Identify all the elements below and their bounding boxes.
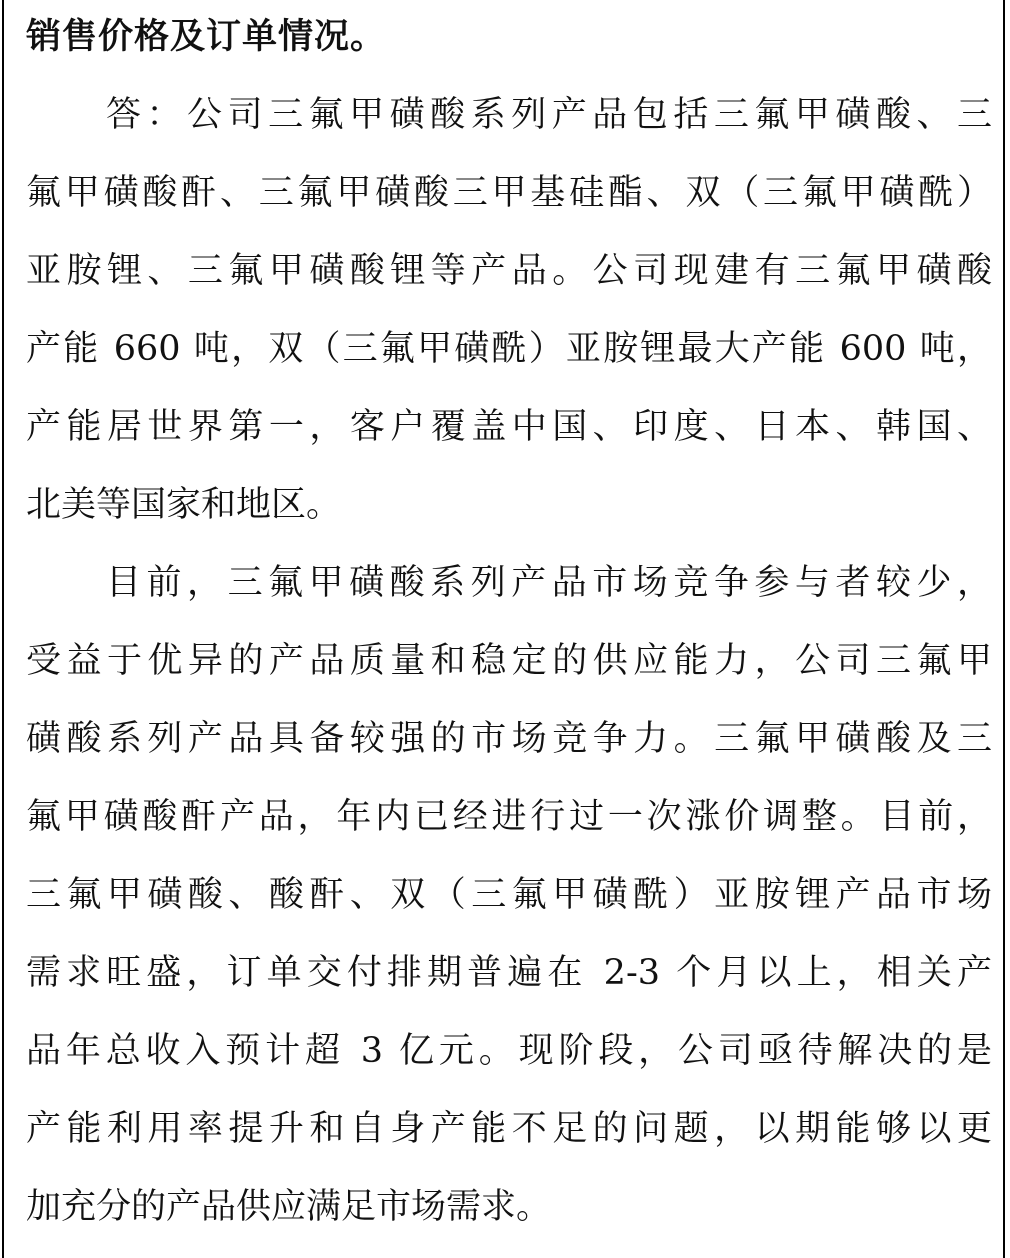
text-line: 磺酸系列产品具备较强的市场竞争力。三氟甲磺酸及三 <box>26 719 992 759</box>
text-line: 产能 660 吨，双（三氟甲磺酰）亚胺锂最大产能 600 吨， <box>26 329 992 369</box>
text-line: 需求旺盛，订单交付排期普遍在 2-3 个月以上，相关产 <box>26 953 992 993</box>
text-line: 亚胺锂、三氟甲磺酸锂等产品。公司现建有三氟甲磺酸 <box>26 251 992 291</box>
section-heading: 销售价格及订单情况。 <box>26 17 387 57</box>
text-line: 答：公司三氟甲磺酸系列产品包括三氟甲磺酸、三 <box>106 95 992 135</box>
text-line: 目前，三氟甲磺酸系列产品市场竞争参与者较少， <box>106 563 992 603</box>
text-line: 产能利用率提升和自身产能不足的问题，以期能够以更 <box>26 1109 992 1149</box>
text-line: 氟甲磺酸酐、三氟甲磺酸三甲基硅酯、双（三氟甲磺酰） <box>26 173 992 213</box>
paragraph-answer <box>26 76 992 544</box>
text-line: 产能居世界第一，客户覆盖中国、印度、日本、韩国、 <box>26 407 992 447</box>
text-line: 品年总收入预计超 3 亿元。现阶段，公司亟待解决的是 <box>26 1031 992 1071</box>
paragraph-current-status <box>26 544 992 1246</box>
text-line: 北美等国家和地区。 <box>26 485 342 525</box>
text-line: 氟甲磺酸酐产品，年内已经进行过一次涨价调整。目前， <box>26 797 992 837</box>
document-frame <box>2 0 1005 1258</box>
text-line: 三氟甲磺酸、酸酐、双（三氟甲磺酰）亚胺锂产品市场 <box>26 875 992 915</box>
text-line: 受益于优异的产品质量和稳定的供应能力，公司三氟甲 <box>26 641 992 681</box>
text-line: 加充分的产品供应满足市场需求。 <box>26 1187 552 1227</box>
document-body <box>26 0 992 1246</box>
